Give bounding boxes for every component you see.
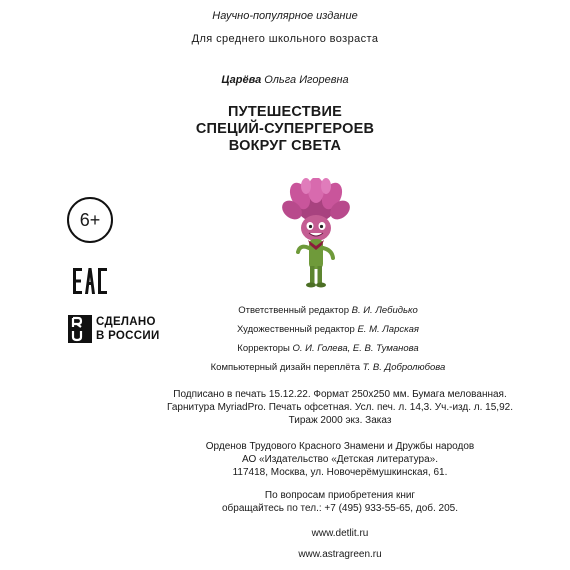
age-rating-badge (67, 197, 113, 243)
hero-body (298, 239, 333, 288)
credit-row (178, 343, 478, 355)
made-in-russia-line-2: В РОССИИ (96, 330, 160, 342)
spice-hero-illustration (278, 178, 354, 290)
credit-name: Е. М. Ларская (357, 324, 419, 335)
publisher-line-3: 117418, Москва, ул. Новочерёмушкинская, 61. (232, 467, 448, 478)
contact-line-2: обращайтесь по тел.: +7 (495) 933-55-65, доб. 205. (221, 503, 459, 514)
credit-role: Художественный редактор (237, 324, 355, 335)
title-line-2: СПЕЦИЙ-СУПЕРГЕРОЕВ (195, 121, 375, 137)
made-in-russia-box-icon (68, 315, 92, 343)
age-rating-text: 6+ (79, 209, 101, 230)
made-in-russia-mark (68, 315, 172, 343)
print-info-line-2: Гарнитура MyriadPro. Печать офсетная. Усл. печ. л. 14,3. Уч.-изд. л. 15,92. (167, 402, 513, 413)
credit-row (178, 305, 478, 317)
hero-head (301, 215, 331, 241)
author-line (0, 73, 570, 87)
credit-role: Компьютерный дизайн переплёта (210, 362, 361, 373)
publisher-line-2: АО «Издательство «Детская литература». (242, 454, 438, 465)
publisher-line-1: Орденов Трудового Красного Знамени и Дружбы народов (205, 441, 475, 452)
print-info-line-1: Подписано в печать 15.12.22. Формат 250x250 мм. Бумага мелованная. (173, 389, 507, 400)
contact-info (150, 489, 530, 515)
made-in-russia-line-1: СДЕЛАНО (96, 316, 156, 328)
credit-name: В. И. Лебидько (351, 305, 418, 316)
publisher-info (150, 440, 530, 479)
edition-type: Научно-популярное издание (212, 10, 358, 22)
author-given: Ольга Игоревна (264, 74, 349, 86)
credit-role: Корректоры (237, 343, 290, 354)
author-surname: Царёва (221, 74, 262, 86)
credit-name: Т. В. Добролюбова (362, 362, 446, 373)
website-astragreen[interactable]: www.astragreen.ru (298, 549, 382, 560)
credit-name: О. И. Голева, Е. В. Туманова (292, 343, 419, 354)
print-info (150, 388, 530, 427)
title-line-3: ВОКРУГ СВЕТА (228, 138, 342, 154)
print-info-line-3: Тираж 2000 экз. Заказ (288, 415, 392, 426)
credit-row (178, 324, 478, 336)
eac-mark-icon (73, 268, 107, 294)
ru-letters-icon (68, 315, 92, 343)
audience: Для среднего школьного возраста (191, 33, 379, 45)
credit-role: Ответственный редактор (238, 305, 349, 316)
contact-line-1: По вопросам приобретения книг (264, 490, 416, 501)
credit-row (178, 362, 478, 374)
book-title (0, 104, 570, 155)
website-detlit[interactable]: www.detlit.ru (311, 528, 369, 539)
title-line-1: ПУТЕШЕСТВИЕ (228, 104, 342, 120)
